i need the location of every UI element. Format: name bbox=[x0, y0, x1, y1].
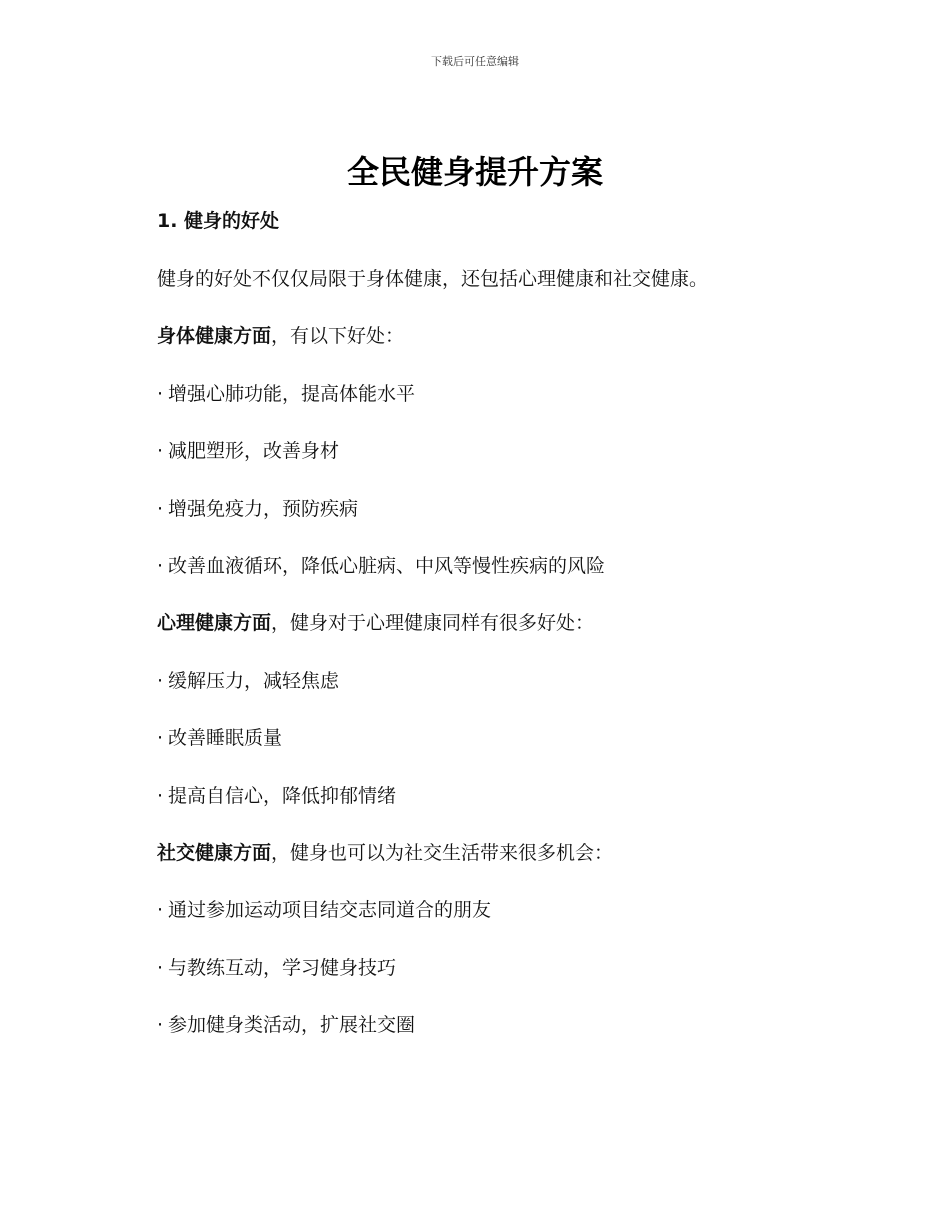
list-item-text: 减肥塑形，改善身材 bbox=[168, 440, 340, 463]
list-item-text: 增强免疫力，预防疾病 bbox=[168, 497, 359, 520]
bullet-icon: · bbox=[157, 1014, 164, 1037]
list-item bbox=[157, 781, 857, 811]
section-heading: 1. 健身的好处 bbox=[157, 210, 280, 232]
list-item-text: 改善睡眠质量 bbox=[168, 727, 283, 750]
list-item-text: 改善血液循环，降低心脏病、中风等慢性疾病的风险 bbox=[168, 554, 606, 577]
bullet-icon: · bbox=[157, 669, 164, 692]
list-item bbox=[157, 666, 857, 696]
list-item bbox=[157, 494, 857, 524]
social-health-label: 社交健康方面 bbox=[157, 841, 272, 864]
list-item bbox=[157, 436, 857, 466]
physical-health-text: ，有以下好处： bbox=[271, 325, 405, 348]
list-item bbox=[157, 895, 857, 925]
bullet-icon: · bbox=[157, 784, 164, 807]
social-health-lead bbox=[157, 838, 857, 868]
list-item bbox=[157, 953, 857, 983]
bullet-icon: · bbox=[157, 382, 164, 405]
mental-health-lead bbox=[157, 608, 857, 638]
physical-health-lead bbox=[157, 321, 857, 351]
list-item-text: 通过参加运动项目结交志同道合的朋友 bbox=[168, 899, 492, 922]
document-title: 全民健身提升方案 bbox=[346, 153, 603, 191]
bullet-icon: · bbox=[157, 497, 164, 520]
list-item bbox=[157, 379, 857, 409]
page-header-note: 下载后可任意编辑 bbox=[431, 55, 519, 68]
physical-health-label: 身体健康方面 bbox=[157, 325, 272, 348]
list-item bbox=[157, 723, 857, 753]
bullet-icon: · bbox=[157, 440, 164, 463]
list-item-text: 与教练互动，学习健身技巧 bbox=[168, 956, 397, 979]
document-body bbox=[157, 206, 857, 1067]
bullet-icon: · bbox=[157, 727, 164, 750]
intro-paragraph: 健身的好处不仅仅局限于身体健康，还包括心理健康和社交健康。 bbox=[157, 268, 709, 290]
social-health-text: ，健身也可以为社交生活带来很多机会： bbox=[271, 841, 614, 864]
list-item-text: 参加健身类活动，扩展社交圈 bbox=[168, 1014, 416, 1037]
mental-health-label: 心理健康方面 bbox=[157, 612, 272, 635]
bullet-icon: · bbox=[157, 899, 164, 922]
list-item bbox=[157, 1010, 857, 1040]
list-item bbox=[157, 551, 857, 581]
list-item-text: 增强心肺功能，提高体能水平 bbox=[168, 382, 416, 405]
list-item-text: 缓解压力，减轻焦虑 bbox=[168, 669, 340, 692]
mental-health-text: ，健身对于心理健康同样有很多好处： bbox=[271, 612, 595, 635]
bullet-icon: · bbox=[157, 956, 164, 979]
list-item-text: 提高自信心，降低抑郁情绪 bbox=[168, 784, 397, 807]
bullet-icon: · bbox=[157, 554, 164, 577]
